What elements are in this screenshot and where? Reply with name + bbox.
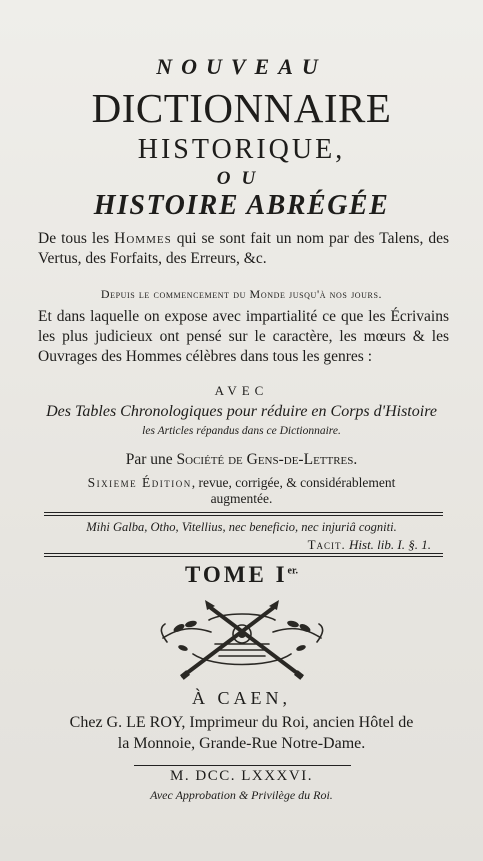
description-paragraph-1: [38, 229, 449, 269]
description-text-b: qui se sont fait un nom par des Talens, des Vertus, des Forfaits, des Erreurs, &c.: [38, 230, 449, 267]
divider-bottom: [44, 553, 443, 554]
description-depuis: Depuis le commencement du Monde jusqu'à nos jours.: [100, 287, 383, 301]
imprint-divider: [134, 765, 351, 766]
authors-line: [0, 451, 483, 469]
title-histoire-abregee: HISTOIRE ABRÉGÉE: [93, 190, 390, 221]
authors-society: Société de Gens-de-Lettres.: [176, 451, 358, 468]
tables-line: Des Tables Chronologiques pour réduire en Corps d'Histoire: [46, 403, 437, 420]
volume-label: [0, 562, 483, 588]
authors-prefix: Par une: [125, 451, 177, 468]
publication-date: M. DCC. LXXXVI.: [170, 768, 313, 784]
edition-rest: , revue, corrigée, & considérablement: [191, 475, 396, 490]
articles-line: les Articles répandus dans ce Dictionnaire.: [142, 425, 341, 437]
description-paragraph-2: Et dans laquelle on expose avec impartialité ce que les Écrivains les plus judicieux ont pensé sur le caractère, les mœurs & les Ouvrages des Hommes célèbres dans tous les genres :: [38, 308, 449, 365]
volume-text: TOME I: [184, 562, 288, 587]
description-hommes: Hommes: [114, 230, 172, 247]
title-historique: HISTORIQUE,: [137, 134, 346, 165]
volume-suffix: er.: [287, 565, 299, 577]
printers-ornament-icon: [153, 598, 331, 680]
imprint-place: À CAEN,: [192, 688, 291, 708]
epigraph-quote: Mihi Galba, Otho, Vitellius, nec beneficio, nec injuriâ cogniti.: [86, 520, 397, 534]
imprint-printer-line-2: la Monnoie, Grande-Rue Notre-Dame.: [117, 735, 366, 752]
epigraph-author: Tacit.: [307, 537, 346, 552]
edition-label: Sixieme Édition: [87, 475, 192, 490]
divider-top-inner: [44, 515, 443, 516]
epigraph-attribution: [308, 537, 431, 553]
imprint-printer-line-1: Chez G. LE ROY, Imprimeur du Roi, ancien Hôtel de: [69, 714, 414, 731]
divider-top: [44, 512, 443, 513]
title-nouveau: NOUVEAU: [156, 54, 327, 79]
avec-heading: AVEC: [214, 383, 269, 398]
title-dictionnaire: DICTIONNAIRE: [91, 85, 392, 131]
edition-line-2: augmentée.: [210, 491, 273, 506]
privilege-line: Avec Approbation & Privilège du Roi.: [150, 788, 333, 802]
edition-line-1: [0, 475, 483, 491]
description-text-a: De tous les: [38, 230, 115, 247]
epigraph-source: Hist. lib. I. §. 1.: [345, 537, 431, 552]
divider-bottom-inner: [44, 556, 443, 557]
title-ou: OU: [216, 168, 267, 189]
